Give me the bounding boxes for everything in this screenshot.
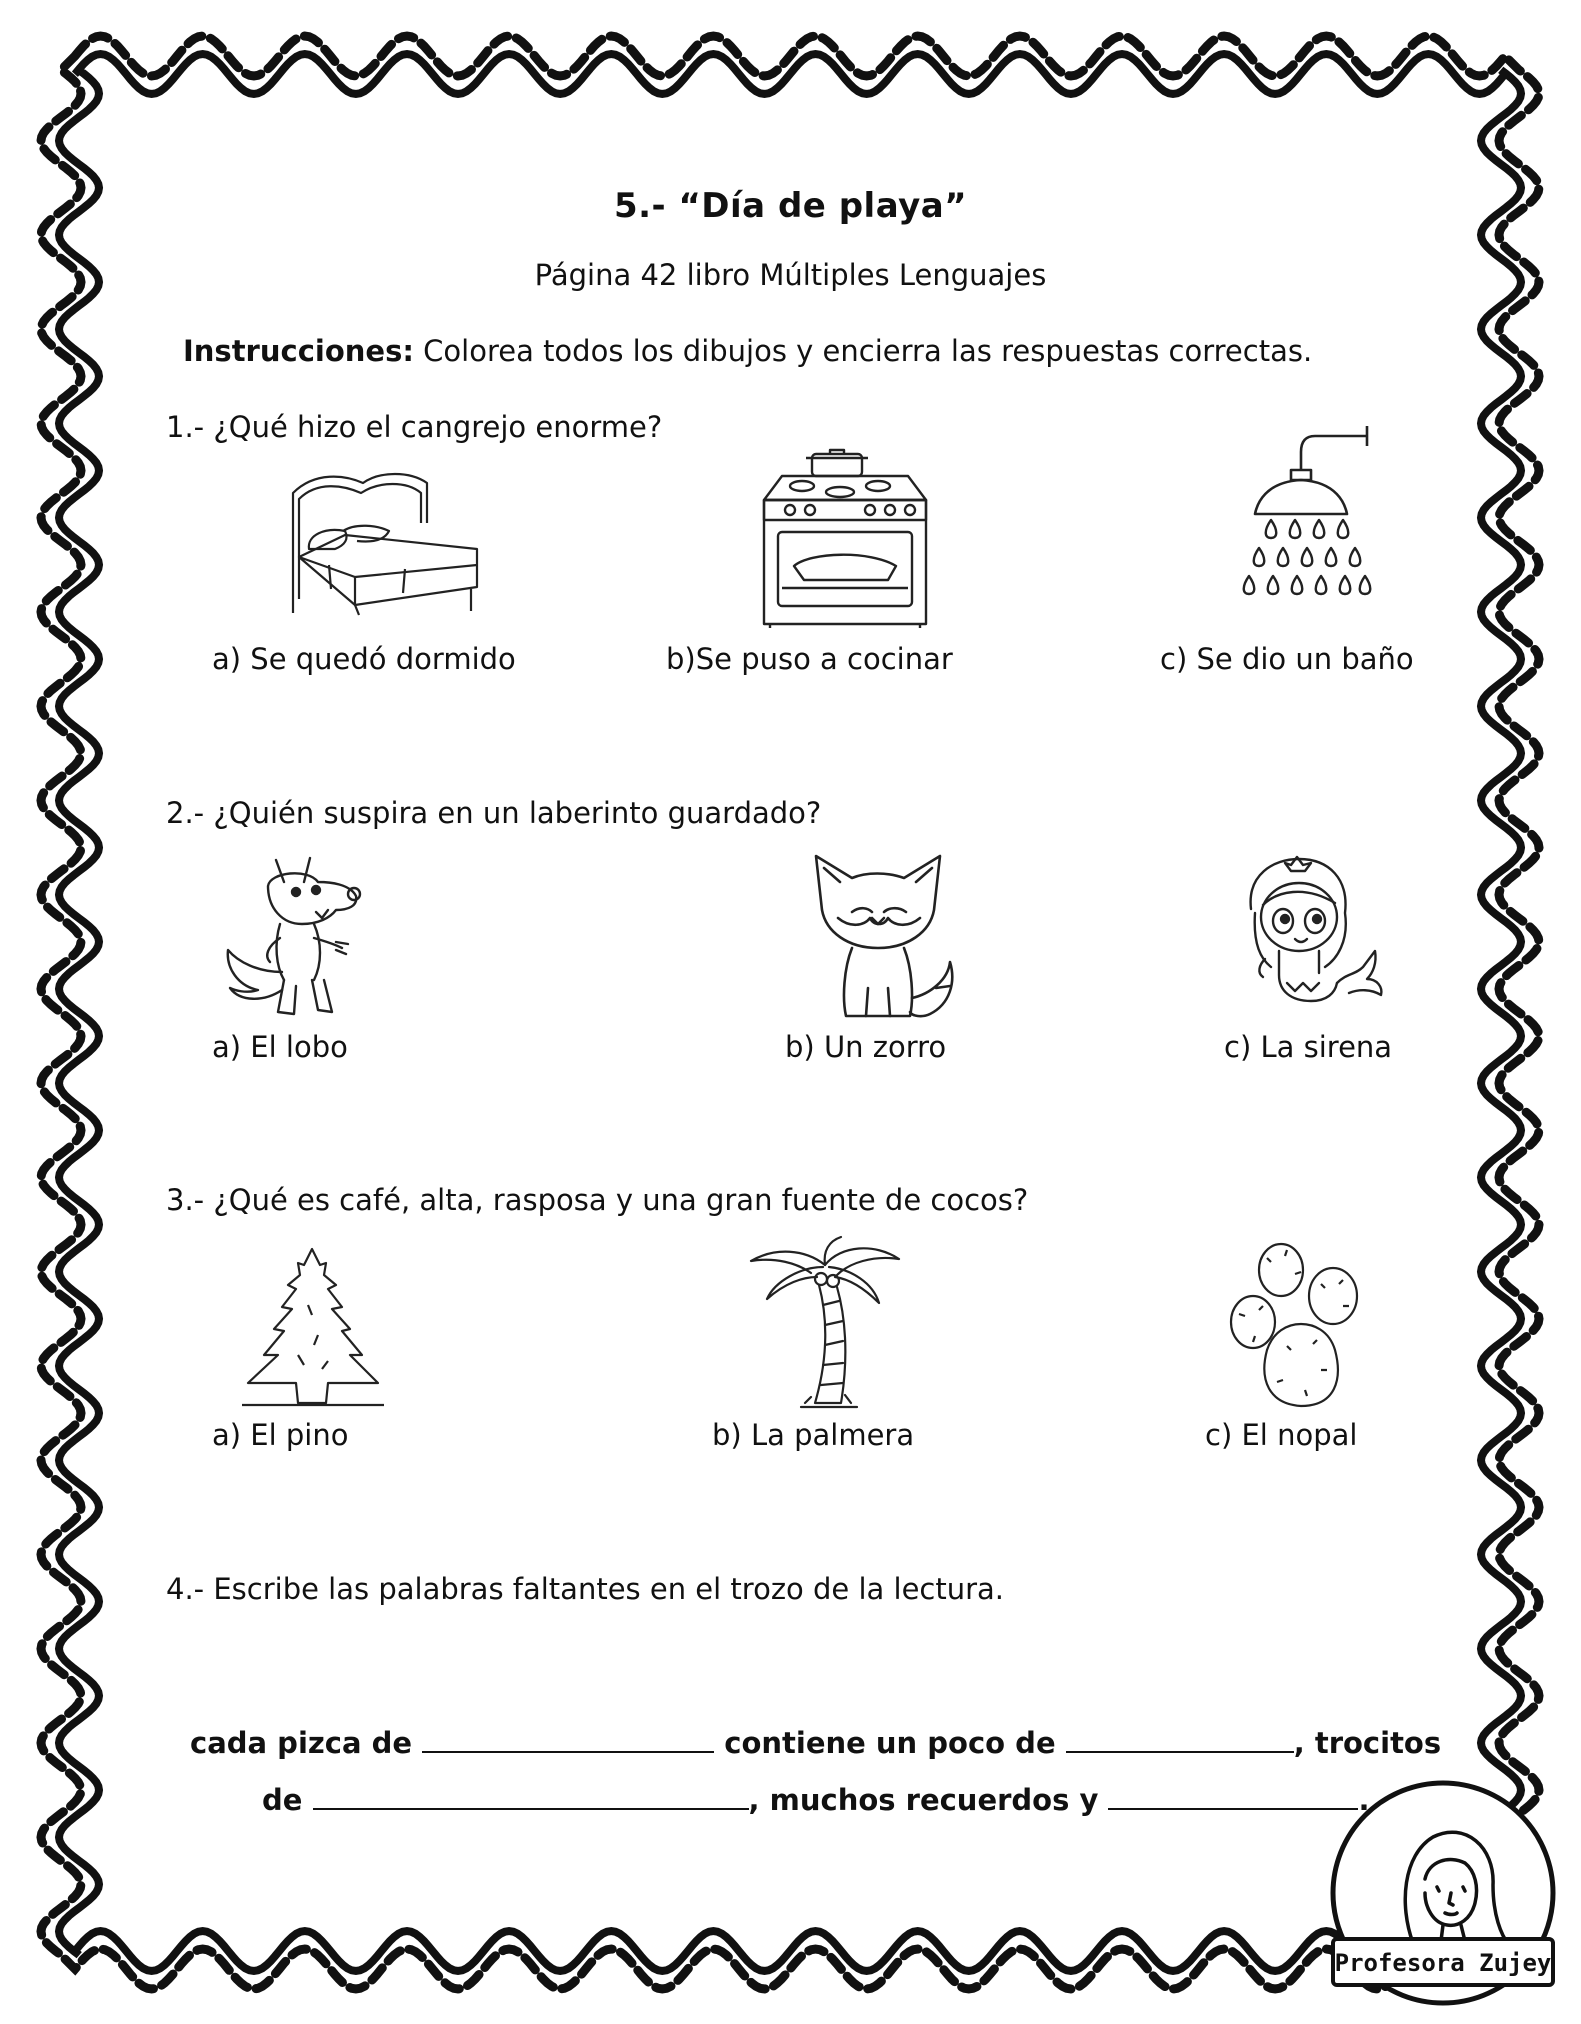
teacher-stamp (1325, 1775, 1561, 2011)
fill-text-1a: cada pizca de (190, 1726, 413, 1760)
option-2c[interactable]: c) La sirena (1224, 1030, 1393, 1064)
question-4-prompt: 4.- Escribe las palabras faltantes en el trozo de la lectura. (166, 1572, 1005, 1606)
fill-line-2 (262, 1783, 1370, 1817)
wolf-icon (218, 852, 378, 1022)
option-1b[interactable]: b)Se puso a cocinar (666, 642, 953, 676)
blank-3[interactable] (313, 1786, 749, 1810)
option-1a[interactable]: a) Se quedó dormido (212, 642, 516, 676)
instructions-text: Colorea todos los dibujos y encierra las respuestas correctas. (413, 334, 1313, 368)
instructions (183, 334, 1312, 368)
fill-text-1b: contiene un poco de (724, 1726, 1056, 1760)
instructions-label: Instrucciones: (183, 334, 414, 368)
mermaid-icon (1225, 855, 1385, 1020)
fill-text-1c: , trocitos (1293, 1726, 1442, 1760)
fill-text-2b: , muchos recuerdos y (748, 1783, 1099, 1817)
page-title: 5.- “Día de playa” (613, 186, 968, 226)
blank-4[interactable] (1108, 1786, 1358, 1810)
question-1-prompt: 1.- ¿Qué hizo el cangrejo enorme? (166, 410, 663, 444)
fill-text-2a: de (262, 1783, 303, 1817)
question-3-prompt: 3.- ¿Qué es café, alta, rasposa y una gran fuente de cocos? (166, 1183, 1029, 1217)
cactus-icon (1225, 1240, 1375, 1410)
option-2b[interactable]: b) Un zorro (785, 1030, 947, 1064)
fill-text-2c: . (1358, 1783, 1370, 1817)
stamp-text: Profesora Zujey (1334, 1949, 1552, 1977)
blank-1[interactable] (422, 1729, 714, 1753)
palm-tree-icon (745, 1235, 905, 1415)
option-3a[interactable]: a) El pino (212, 1418, 349, 1452)
option-2a[interactable]: a) El lobo (212, 1030, 348, 1064)
shower-icon (1235, 418, 1375, 618)
fill-line-1 (190, 1726, 1441, 1760)
question-2-prompt: 2.- ¿Quién suspira en un laberinto guardado? (166, 796, 822, 830)
page-subtitle: Página 42 libro Múltiples Lenguajes (534, 258, 1047, 292)
fox-icon (800, 848, 960, 1023)
blank-2[interactable] (1066, 1729, 1294, 1753)
option-3c[interactable]: c) El nopal (1205, 1418, 1358, 1452)
option-1c[interactable]: c) Se dio un baño (1160, 642, 1414, 676)
stove-icon (760, 448, 930, 628)
option-3b[interactable]: b) La palmera (712, 1418, 915, 1452)
bed-icon (285, 465, 485, 615)
pine-tree-icon (238, 1245, 388, 1410)
